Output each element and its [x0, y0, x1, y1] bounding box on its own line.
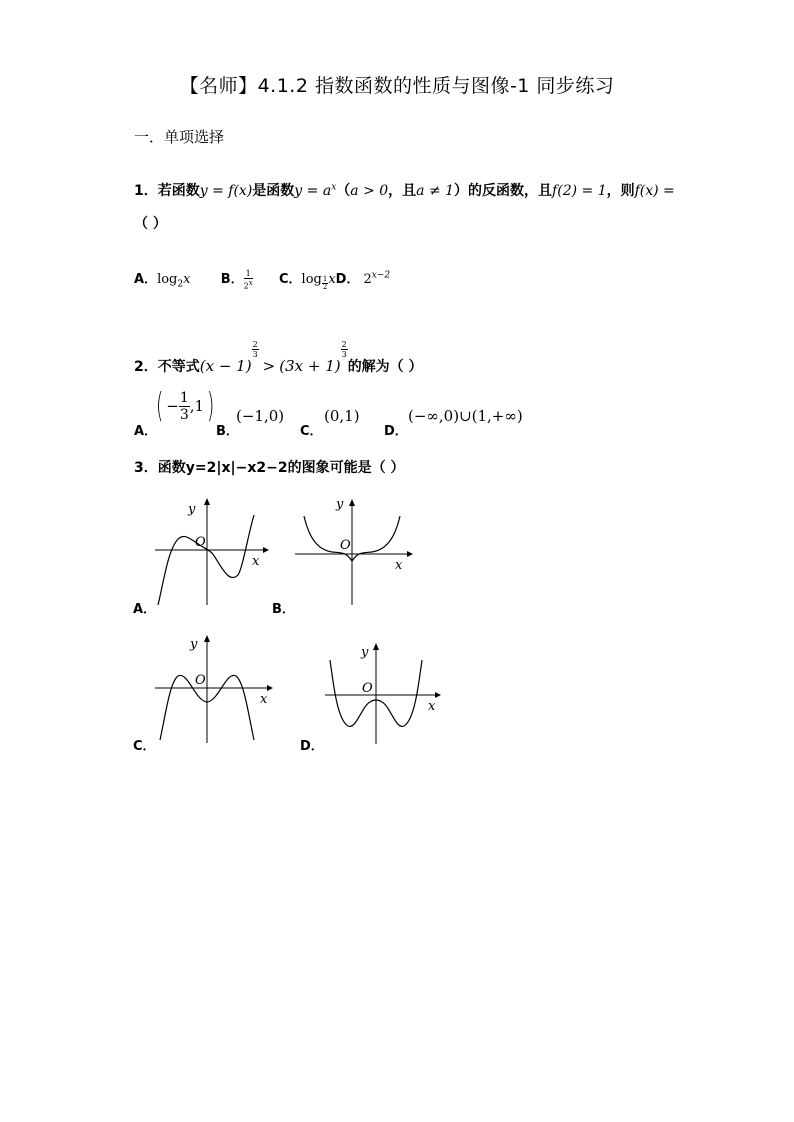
q1-option-c: log: [301, 272, 322, 287]
graph-b: [290, 492, 415, 607]
graph-b-y-arrow: [349, 499, 355, 506]
graph-a: [150, 495, 270, 607]
page-title: 【名师】4.1.2 指数函数的性质与图像-1 同步练习: [179, 75, 615, 97]
q1-math-4: a ≠ 1: [416, 183, 455, 199]
q1-math-2: y = a: [294, 183, 332, 199]
q1-option-c-base-den: 2: [322, 283, 328, 291]
q2-option-d-label: D．: [384, 424, 408, 439]
q2-option-a: ( − $\frac{1}{3}$ ,1): [155, 386, 215, 426]
graph-d-x-label: x: [428, 699, 436, 714]
q1-option-c-label: C．: [278, 272, 302, 287]
q1-option-a-var: x: [183, 272, 191, 287]
q1-math-1: y = f(x): [199, 183, 253, 199]
q1-text-3: （: [336, 183, 351, 199]
question-3: 3．函数y=2|x|−x2−2的图象可能是（ ）: [134, 460, 405, 476]
graph-c-origin: O: [195, 673, 206, 688]
graph-c-x-arrow: [267, 685, 273, 691]
q2-rhs: (3x + 1): [279, 357, 341, 375]
question-1: [134, 180, 675, 200]
q1-option-d: 2: [363, 272, 372, 287]
graph-b-x-label: x: [395, 558, 403, 573]
graph-a-y-arrow: [204, 498, 210, 505]
graph-b-label: B．: [272, 602, 295, 617]
graph-a-y-label: y: [188, 502, 196, 517]
q2-option-a-label: A．: [134, 424, 158, 439]
q2-rhs-exp-num: 2: [341, 340, 347, 349]
graph-b-y-label: y: [336, 497, 344, 512]
q1-option-c-var: x: [328, 272, 336, 287]
q2-text-2: 的解为（ ）: [347, 359, 423, 375]
q2-option-b: (−1,0): [236, 407, 285, 425]
q2-lhs-exp-num: 2: [252, 340, 258, 349]
q1-math-2-exp: x: [331, 182, 337, 193]
graph-d-label: D．: [300, 739, 324, 754]
q1-options: [134, 268, 390, 291]
q1-option-b-numerator: 1: [245, 268, 251, 278]
q2-gt: >: [262, 357, 276, 375]
q1-option-b-denominator: 2: [243, 281, 249, 291]
q1-option-c-base-num: 1: [322, 275, 328, 283]
q2-option-d: (−∞,0)∪(1,+∞): [408, 407, 523, 425]
q1-option-b-den-exp: x: [248, 278, 253, 287]
q1-option-a-label: A．: [134, 272, 158, 287]
q2-option-a-tail: ,1: [189, 397, 205, 415]
graph-c-y-arrow: [204, 635, 210, 642]
graph-d-x-arrow: [435, 692, 441, 698]
q1-option-a: log: [157, 272, 178, 287]
graph-a-x-arrow: [263, 547, 269, 553]
graph-a-origin: O: [195, 535, 206, 550]
q1-option-b-label: B．: [220, 272, 244, 287]
q2-option-a-den: 3: [179, 406, 189, 423]
q1-text-1: 若函数: [157, 183, 200, 199]
graph-a-curve: [158, 515, 254, 605]
q2-rhs-exp-den: 3: [341, 350, 347, 359]
q2-number: 2．: [134, 359, 158, 375]
graph-d-origin: O: [362, 681, 373, 696]
graph-b-origin: O: [340, 538, 351, 553]
graph-d: [320, 640, 445, 746]
q2-option-c-label: C．: [300, 424, 323, 439]
q1-text-4: ，且: [388, 183, 417, 199]
q2-lhs-exp: [252, 340, 259, 359]
q1-text-6: ，则: [606, 183, 635, 199]
q1-answer-blank: （ ）: [134, 216, 167, 232]
question-2: [134, 340, 423, 376]
q1-option-d-exp: x−2: [371, 270, 391, 281]
q2-text-1: 不等式: [157, 359, 200, 375]
graph-a-label: A．: [133, 602, 157, 617]
q2-option-a-fraction: [179, 390, 190, 423]
graph-c-y-label: y: [190, 637, 198, 652]
q2-option-a-minus: −: [166, 397, 179, 415]
q2-option-b-label: B．: [216, 424, 239, 439]
q1-text-2: 是函数: [252, 183, 295, 199]
graph-d-y-arrow: [373, 643, 379, 650]
q2-rhs-exp: [341, 340, 348, 359]
graph-a-x-label: x: [252, 554, 260, 569]
q1-option-d-label: D．: [335, 272, 360, 287]
section-heading: 一．单项选择: [134, 128, 225, 146]
q2-option-c: (0,1): [324, 407, 360, 425]
graph-c-label: C．: [133, 739, 156, 754]
q1-text-5: ）的反函数，且: [454, 183, 553, 199]
q2-lhs: (x − 1): [199, 357, 252, 375]
q2-option-a-num: 1: [179, 389, 189, 406]
q1-math-3: a > 0: [350, 183, 389, 199]
graph-c: [150, 632, 275, 744]
graph-c-x-label: x: [260, 692, 268, 707]
q1-number: 1．: [134, 183, 158, 199]
q2-lhs-exp-den: 3: [252, 350, 258, 359]
q1-option-a-base: 2: [177, 279, 184, 290]
q1-math-5: f(2) = 1: [552, 183, 607, 199]
graph-d-y-label: y: [361, 645, 369, 660]
q1-math-6: f(x) =: [634, 183, 675, 199]
graph-b-x-arrow: [407, 551, 413, 557]
q1-option-b: [244, 269, 253, 291]
